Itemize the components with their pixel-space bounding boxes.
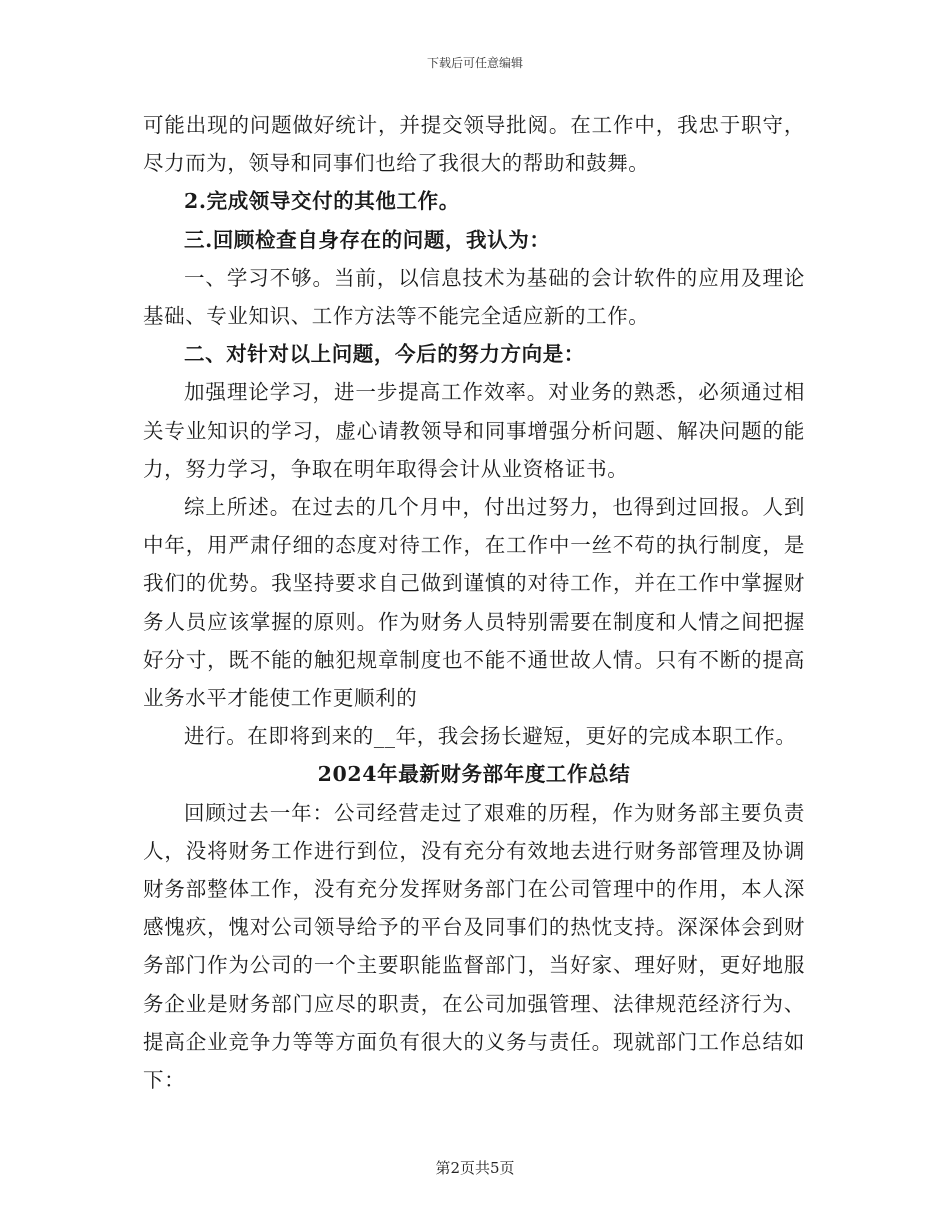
paragraph-closing: 进行。在即将到来的__年，我会扬长避短，更好的完成本职工作。 xyxy=(184,724,797,749)
section-heading-3: 三.回顾检查自身存在的问题，我认为： xyxy=(184,227,551,252)
paragraph-study: 加强理论学习，进一步提高工作效率。对业务的熟悉，必须通过相关专业知识的学习，虚心请教领导和同事增强分析问题、解决问题的能力，努力学习，争取在明年取得会计从业资格证书。 xyxy=(143,380,805,481)
document-body xyxy=(143,106,805,1099)
section-heading-direction: 二、对针对以上问题，今后的努力方向是： xyxy=(184,342,585,367)
paragraph-continuation: 可能出现的问题做好统计，并提交领导批阅。在工作中，我忠于职守，尽力而为，领导和同事们也给了我很大的帮助和鼓舞。 xyxy=(143,113,805,176)
paragraph-problem-1: 一、学习不够。当前，以信息技术为基础的会计软件的应用及理论基础、专业知识、工作方法等不能完全适应新的工作。 xyxy=(143,265,805,329)
paragraph-review: 回顾过去一年：公司经营走过了艰难的历程，作为财务部主要负责人，没将财务工作进行到位，没有充分有效地去进行财务部管理及协调财务部整体工作，没有充分发挥财务部门在公司管理中的作用，本人深感愧疚，愧对公司领导给予的平台及同事们的热忱支持。深深体会到财务部门作为公司的一个主要职能监督部门，当好家、理好财，更好地服务企业是财务部门应尽的职责，在公司加强管理、法律规范经济行为、提高企业竞争力等等方面负有很大的义务与责任。现就部门工作总结如下： xyxy=(143,800,805,1093)
page-header: 下载后可任意编辑 xyxy=(426,56,523,70)
page-footer: 第2页共5页 xyxy=(435,1159,515,1177)
document-title: 2024年最新财务部年度工作总结 xyxy=(317,762,631,787)
paragraph-summary: 综上所述。在过去的几个月中，付出过努力，也得到过回报。人到中年，用严肃仔细的态度对待工作，在工作中一丝不苟的执行制度，是我们的优势。我坚持要求自己做到谨慎的对待工作，并在工作中掌握财务人员应该掌握的原则。作为财务人员特别需要在制度和人情之间把握好分寸，既不能的触犯规章制度也不能不通世故人情。只有不断的提高业务水平才能使工作更顺利的 xyxy=(143,495,805,711)
item-heading-2: 2.完成领导交付的其他工作。 xyxy=(184,189,460,214)
